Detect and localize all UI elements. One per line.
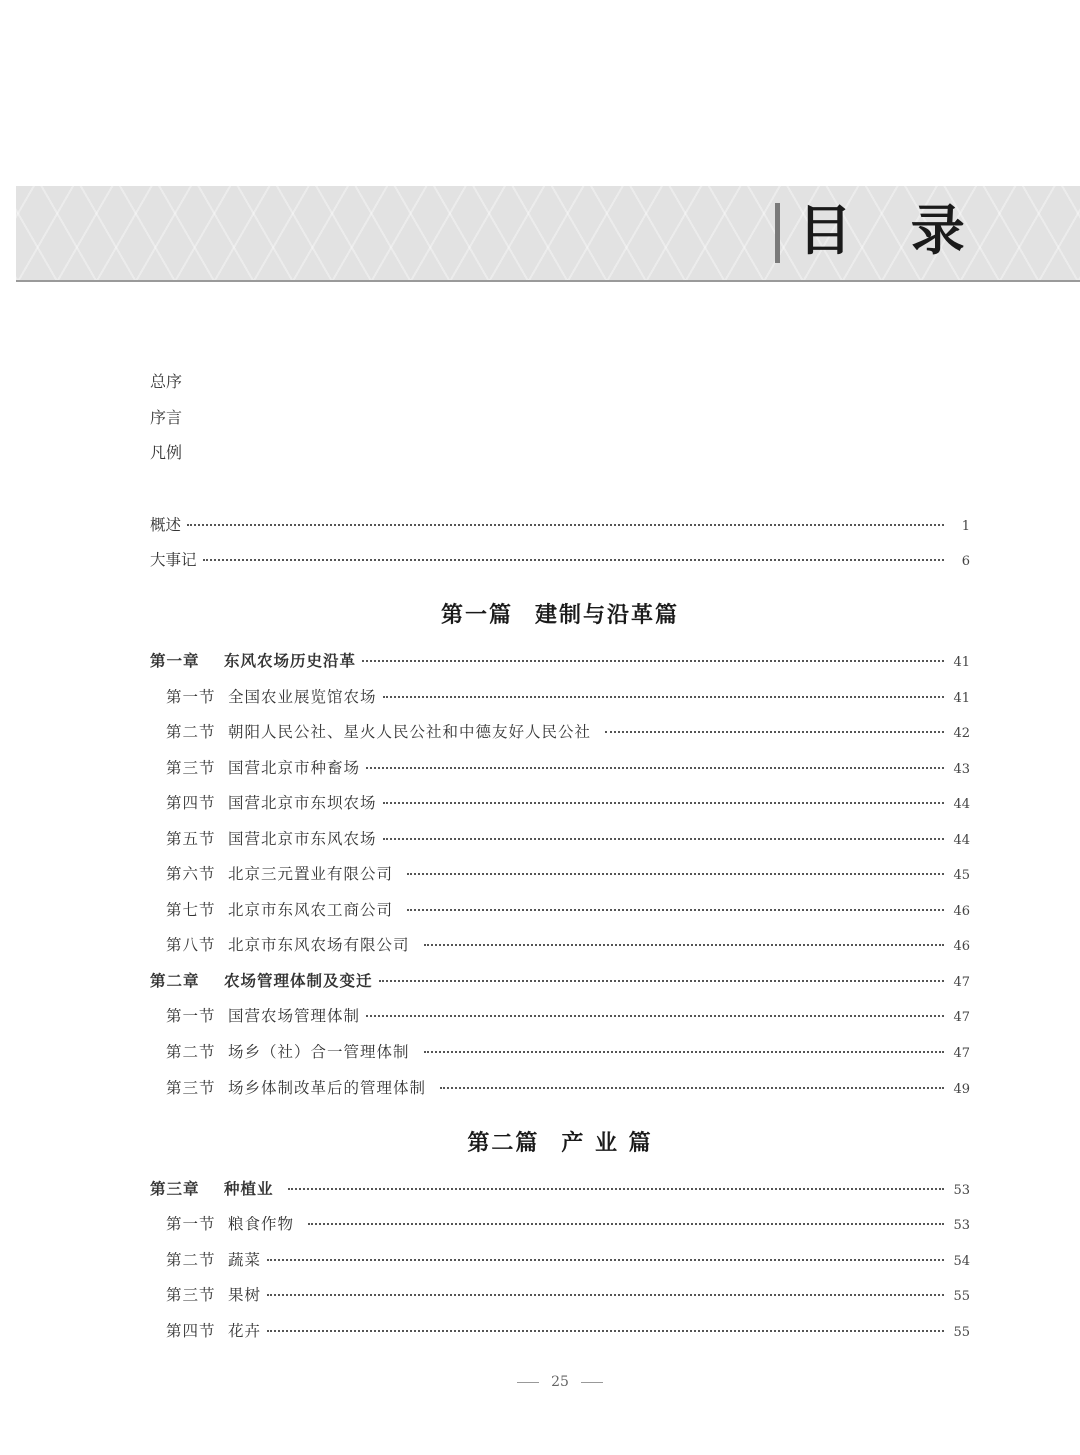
section-number: 第八节 — [166, 936, 216, 954]
section-title: 全国农业展览馆农场 — [228, 688, 377, 706]
section-page: 55 — [953, 1289, 970, 1304]
section-title: 朝阳人民公社、星火人民公社和中德友好人民公社 — [228, 723, 592, 741]
section-title: 花卉 — [228, 1322, 262, 1340]
section-title: 蔬菜 — [228, 1251, 262, 1269]
section-title: 国营农场管理体制 — [228, 1007, 361, 1025]
section-title: 粮食作物 — [228, 1215, 295, 1233]
section-page: 44 — [953, 833, 970, 848]
chapter-page: 41 — [953, 655, 970, 670]
chapter-page: 47 — [953, 975, 970, 990]
section-page: 55 — [953, 1325, 970, 1340]
section-number: 第一节 — [166, 1007, 216, 1025]
section-number: 第二节 — [166, 1043, 216, 1061]
chapter-number: 第二章 — [150, 972, 200, 990]
dot-leader — [203, 559, 944, 561]
section-title: 国营北京市种畜场 — [228, 759, 361, 777]
section-title: 场乡体制改革后的管理体制 — [228, 1079, 427, 1097]
section-page: 45 — [953, 868, 970, 883]
dot-leader — [267, 1330, 944, 1332]
dot-leader — [383, 696, 944, 698]
section-title: 北京市东风农场有限公司 — [228, 936, 410, 954]
section-page: 47 — [953, 1046, 970, 1061]
section-page: 43 — [953, 762, 970, 777]
toc-entry-page: 6 — [961, 554, 970, 569]
header-accent-bar — [775, 203, 780, 263]
section-title: 果树 — [228, 1286, 262, 1304]
section-page: 46 — [953, 904, 970, 919]
dot-leader — [383, 802, 944, 804]
toc-section[interactable] — [166, 863, 970, 887]
section-title: 北京市东风农工商公司 — [228, 901, 394, 919]
chapter-page: 53 — [953, 1183, 970, 1198]
part-title: 产 业 篇 — [561, 1131, 653, 1156]
toc-section[interactable] — [166, 899, 970, 923]
toc-section[interactable] — [166, 1005, 970, 1029]
toc-entry-page: 1 — [961, 519, 970, 534]
section-number: 第三节 — [166, 1079, 216, 1097]
dot-leader — [267, 1294, 944, 1296]
chapter-title: 农场管理体制及变迁 — [224, 972, 373, 990]
toc-section[interactable] — [166, 828, 970, 852]
section-page: 46 — [953, 939, 970, 954]
chapter-title: 东风农场历史沿革 — [224, 652, 357, 670]
toc-front-matter-item[interactable]: 凡例 — [150, 443, 183, 462]
dot-leader — [366, 767, 944, 769]
toc-section[interactable] — [166, 757, 970, 781]
page-footer — [0, 1374, 1080, 1390]
part-number: 第一篇 — [440, 603, 513, 628]
part-heading — [0, 598, 1080, 629]
toc-section[interactable] — [166, 1213, 970, 1237]
section-title: 北京三元置业有限公司 — [228, 865, 394, 883]
toc-section[interactable] — [166, 686, 970, 710]
dot-leader — [440, 1087, 944, 1089]
dot-leader — [366, 1015, 944, 1017]
page-number: 25 — [551, 1374, 569, 1390]
toc-section[interactable] — [166, 1249, 970, 1273]
toc-section[interactable] — [166, 1284, 970, 1308]
chapter-title: 种植业 — [224, 1180, 274, 1198]
dot-leader — [424, 944, 944, 946]
toc-entry-overview[interactable] — [150, 514, 970, 538]
dot-leader — [288, 1188, 944, 1190]
toc-chapter[interactable] — [150, 970, 970, 994]
footer-dash-left — [517, 1382, 539, 1383]
dot-leader — [383, 838, 944, 840]
section-number: 第五节 — [166, 830, 216, 848]
section-number: 第一节 — [166, 1215, 216, 1233]
page-title: 目 录 — [798, 199, 985, 262]
toc-section[interactable] — [166, 1077, 970, 1101]
part-title: 建制与沿革篇 — [535, 603, 680, 628]
footer-dash-right — [581, 1382, 603, 1383]
toc-section[interactable] — [166, 792, 970, 816]
toc-section[interactable] — [166, 1320, 970, 1344]
toc-entry-chronicle[interactable] — [150, 549, 970, 573]
section-number: 第二节 — [166, 723, 216, 741]
section-title: 场乡（社）合一管理体制 — [228, 1043, 410, 1061]
dot-leader — [267, 1259, 944, 1261]
section-number: 第七节 — [166, 901, 216, 919]
section-title: 国营北京市东风农场 — [228, 830, 377, 848]
section-page: 53 — [953, 1218, 970, 1233]
toc-section[interactable] — [166, 721, 970, 745]
toc-entry-title: 大事记 — [150, 551, 197, 569]
section-page: 47 — [953, 1010, 970, 1025]
section-number: 第三节 — [166, 759, 216, 777]
section-number: 第一节 — [166, 688, 216, 706]
toc-section[interactable] — [166, 934, 970, 958]
toc-chapter[interactable] — [150, 650, 970, 674]
section-number: 第三节 — [166, 1286, 216, 1304]
toc-front-matter-item[interactable]: 序言 — [150, 408, 183, 427]
section-page: 42 — [953, 726, 970, 741]
dot-leader — [605, 731, 944, 733]
section-page: 41 — [953, 691, 970, 706]
dot-leader — [424, 1051, 944, 1053]
section-page: 49 — [953, 1082, 970, 1097]
dot-leader — [362, 660, 944, 662]
section-number: 第二节 — [166, 1251, 216, 1269]
part-number: 第二篇 — [467, 1131, 540, 1156]
toc-chapter[interactable] — [150, 1178, 970, 1202]
dot-leader — [379, 980, 944, 982]
section-title: 国营北京市东坝农场 — [228, 794, 377, 812]
toc-entry-title: 概述 — [150, 516, 182, 534]
toc-front-matter-item[interactable]: 总序 — [150, 372, 183, 391]
section-number: 第四节 — [166, 794, 216, 812]
section-number: 第六节 — [166, 865, 216, 883]
dot-leader — [308, 1223, 944, 1225]
dot-leader — [407, 909, 944, 911]
dot-leader — [187, 524, 944, 526]
chapter-number: 第三章 — [150, 1180, 200, 1198]
part-heading — [0, 1126, 1080, 1157]
section-page: 54 — [953, 1254, 970, 1269]
section-page: 44 — [953, 797, 970, 812]
section-number: 第四节 — [166, 1322, 216, 1340]
chapter-number: 第一章 — [150, 652, 200, 670]
dot-leader — [407, 873, 944, 875]
toc-section[interactable] — [166, 1041, 970, 1065]
